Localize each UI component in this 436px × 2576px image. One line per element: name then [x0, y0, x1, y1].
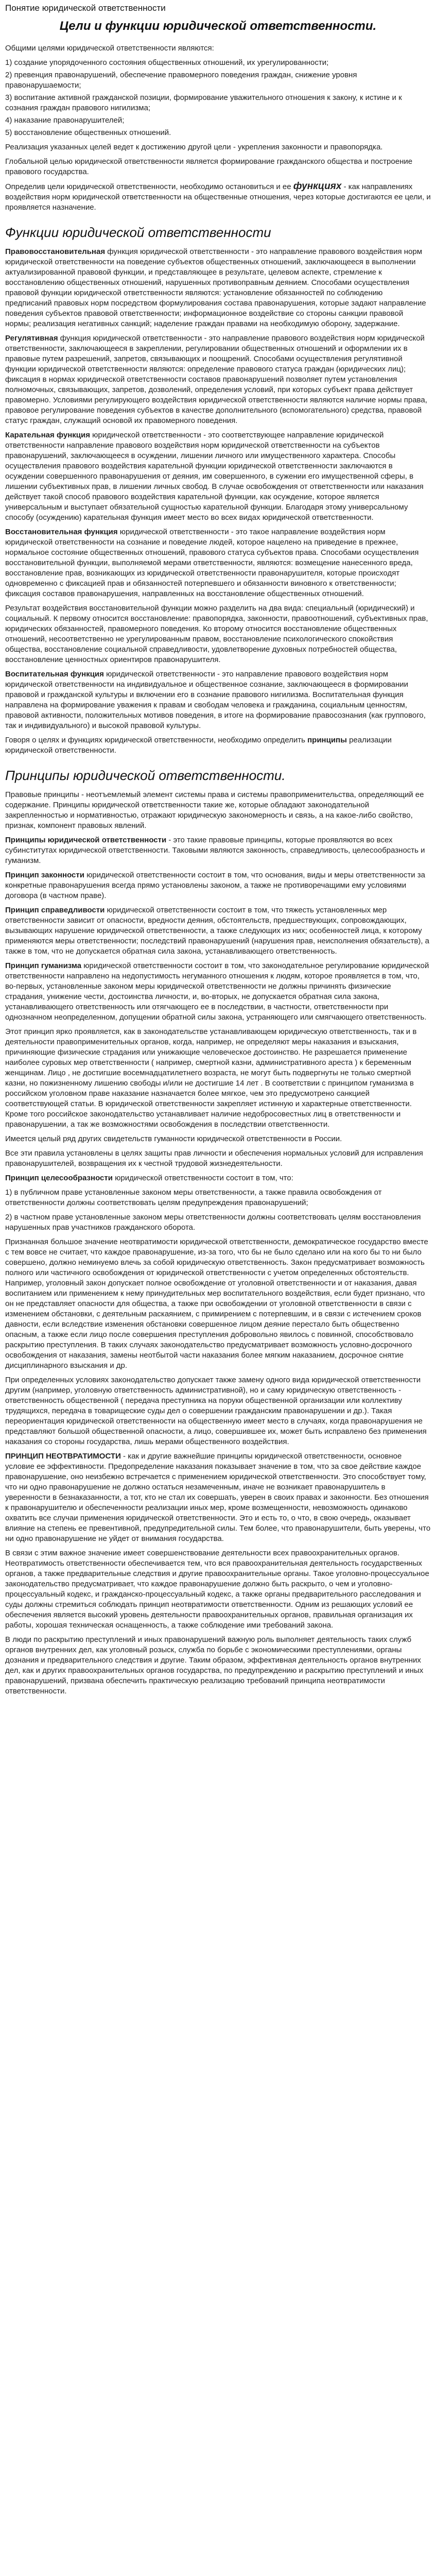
- term-label: Принципы юридической ответственности: [5, 836, 167, 844]
- paragraph-law-enforcement: В связи с этим важное значение имеет совершенствование деятельности всех правоохранительных органов. Неотвратимость ответственности обеспечивается тем, что вся правоохранительная деятельность государственных органов, а также предварительные следствия и другие правоохранительные органы. Такое уголовно-процессуальное законодательство предусматривает, что каждое правонарушение должно быть раскрыто, о чем и уголовно-процессуальный кодекс, и гражданско-процессуальный кодекс, а также органы предварительного расследования и суды должны стремиться соблюдать принцип неотвратимости ответственности. Одним из решающих условий ее обеспечения является высокий уровень деятельности правоохранительных органов, правильная организация их работы, хорошая техническая оснащенность, а также соблюдение ими требований закона.: [5, 1549, 429, 1630]
- goal-item: 3) воспитание активной гражданской позиции, формирование уважительного отношения к закону, к истине и к сознания граждан правового нигилизма;: [5, 93, 402, 112]
- goals-lead: Общими целями юридической ответственности являются:: [5, 44, 214, 53]
- goal-item: 1) создание упорядоченного состояния общественных отношений, их урегулированности;: [5, 58, 329, 67]
- paragraph-humanism-details: Этот принцип ярко проявляется, как в законодательстве устанавливающем юридическую ответственность, так и в деятельности правоприменительных органов, когда, например, не определяют меры наказания и взыскания, причиняющие физические страдания или унижающие человеческое достоинство. Не разрешается применение наиболее суровых мер ответственности ( например, смертной казни, административного ареста ) к беременным женщинам. Лицо , не достигшие восемнадцатилетнего возраста, не могут быть подвергнуты не только смертной казни, но пожизненному лишению свободы и/или не достигшие 14 лет . В соответствии с принципом гуманизма в российском уголовном праве наказание назначается более мягкое, чем это предусмотрено санкцией соответствующей статьи. В юридической ответственности закрепляет истинную и характерные ответственности. Кроме того российское законодательство устанавливает наличие недобросовестных лиц в ответственности и правонарушении, а так же возможностями освобождения в последствии ответственности.: [5, 1027, 417, 1129]
- paragraph-final: В люди по раскрытию преступлений и иных правонарушений важную роль выполняет деятельность таких служб органов внутренних дел, как уголовный розыск, служба по борьбе с экономическими преступлениями, органы дознания и предварительного следствия и другие. Таким образом, эффективная деятельность органов внутренних дел, как и других правоохранительных органов государства, по предупреждению и раскрытию преступлений и иных правонарушений, призвана обеспечить практическую реализацию требований принципа неотвратимости ответственности.: [5, 1635, 424, 1696]
- term-label: Регулятивная: [5, 334, 58, 343]
- term-text: функция юридической ответственности - это направление правового воздействия норм юридической ответственности, заключающееся в закреплении, регулировании общественных отношений и оформлении их в правовые путем разрешений, запретов, связывающих и поощрений. Способами осуществления регулятивной функции юридической ответственности являются: определение правового статуса граждан (юридических лиц); фиксация в нормах юридической ответственности составов правонарушений позволяет путем установления полномочных, связывающих, запретов, дозволений, определения условий, при которых субъект права действует правомерно. Условиями регулирующего воздействия юридической ответственности являются наличие нормы права, правовое регулирование поведения субъектов в качестве дополнительного (вспомогательного) средства, правовой статус граждан, служащий основой их правомерного поведения.: [5, 334, 427, 425]
- goal-item: 4) наказание правонарушителей;: [5, 116, 125, 125]
- goals-list: [5, 58, 431, 138]
- term-label: ПРИНЦИП НЕОТВРАТИМОСТИ: [5, 1452, 121, 1461]
- functions-term: функциях: [293, 181, 342, 192]
- paragraph-legality-principle: [5, 870, 431, 901]
- term-text: юридической ответственности состоит в том, что законодательное регулирование юридической ответственности направлено на недопустимость негуманного отношения к людям, которое проявляется в том, что, во-первых, установленные законом меры юридической ответственности не должны причинять физические страдания, унижение чести, достоинства личности, и, во-вторых, не допускается обратная сила закона, устанавливающего ответственность или отягчающего ее в последствии, в частности, ответственности при однозначном неопределенном, допущении обратной силы закона, устраняющего или смягчающего ответственность.: [5, 961, 429, 1022]
- text-fragment: Говоря о целях и функциях юридической ответственности, необходимо определить: [5, 736, 305, 744]
- term-text: - это такие правовые принципы, которые проявляются во всех субинститутах юридической ответственности. Таковыми являются законность, справедливость, целесообразность и гуманизм.: [5, 836, 425, 865]
- goal-item: 2) превенция правонарушений, обеспечение правомерного поведения граждан, снижение уровня правонарушаемости;: [5, 71, 357, 90]
- paragraph-law-function: [5, 247, 431, 329]
- text-fragment: Определив цели юридической ответственности, необходимо остановиться и ее: [5, 182, 291, 191]
- term-text: юридической ответственности состоит в том, что основания, виды и меры ответственности за конкретные правонарушения всегда прямо установлены законом, а также не противоречащими ему условиями договора (в частном праве).: [5, 871, 425, 900]
- paragraph-expedience-item: 1) в публичном праве установленные законом меры ответственности, а также правила освобождения от ответственности должны соответствовать целям предупреждения правонарушений;: [5, 1188, 382, 1207]
- paragraph-global-goal: Глобальной целью юридической ответственности является формирование гражданского общества и построение правового государства.: [5, 157, 413, 176]
- paragraph-regulatory-function: [5, 333, 431, 426]
- goal-item: 5) восстановление общественных отношений.: [5, 128, 171, 137]
- term-text: - как и другие важнейшие принципы юридической ответственности, основное условие ее эффективности. Предопределение наказания показывает значение в том, что за свое действие каждое правонарушение, оно неизбежно встречается с применением юридической ответственности. Это способствует тому, что ни одно правонарушение не должно остаться незамеченным, иначе не возникает правонарушитель в уверенности в безнаказанности, а тот, кто не стал их совершать, уверен в своих правах и законности. Без отношения к правонарушителю и обеспеченности реализации иных мер, кроме возмещенности, невозможность одинаково охватить все случаи применения юридической ответственности. Это и есть то, о что, в свою очередь, оказывает влияние на степень ее превентивной, предупредительной силы. Тем более, что правонарушители, быть уверены, что ни одно правонарушение не уйдет от внимания государства.: [5, 1452, 431, 1543]
- term-label: Принцип гуманизма: [5, 961, 82, 970]
- paragraph-exemption: Признанная большое значение неотвратимости юридической ответственности, демократическое государство вместе с тем вовсе не считает, что каждое правонарушение, из-за того, что бы не было сделано или на кого бы то ни было совершено, должно неминуемо влечь за собой юридическую ответственность. Закон предусматривает возможность полного или частичного освобождения от юридической ответственности с учетом определенных обстоятельств. Например, уголовный закон допускает полное освобождение от уголовной ответственности и от наказания, давая воспитанием или применением к нему принудительных мер воспитательного воздействия, если будет признано, что он не представляет опасности для общества, а также при освобождении от уголовной ответственности в связи с изменением обстановки, с деятельным раскаянием, с примирением с потерпевшим, и в связи с истечением сроков давности, если вследствие изменения обстановки совершенное лицом деяние перестало быть общественно опасным, а также если лицо после совершения преступления добровольно явилось с повинной, способствовало раскрытию преступления. В таких случаях законодательство предусматривает возможность условно-досрочного освобождения от наказания, замены неотбытой части наказания более мягким наказанием, досрочное снятие дисциплинарного взыскания и др.: [5, 1238, 428, 1370]
- functions-heading: Функции юридической ответственности: [5, 225, 271, 240]
- term-text: функция юридической ответственности - это направление правового воздействия норм юридической ответственности на поведение субъектов общественных отношений, заключающееся в выполнении актуализированной правовой функции, и представляющее в результате, целевом аспекте, стремление к восстановлению общественных отношений, нарушенных противоправным деянием. Способами осуществления правовой функции юридической ответственности являются: установление обязанностей по соблюдению предписаний правовых норм посредством формулирования состава правонарушения, которые задают направление поведения субъектов правовой ответственности; информационное воздействие со стороны санкции правовой нормы; реализация негативных санкций; наделение граждан правами на необходимую оборону, задержание.: [5, 247, 426, 328]
- paragraph-functions-intro: [5, 181, 431, 213]
- term-label: Принцип законности: [5, 871, 84, 879]
- paragraph-educative-function: [5, 669, 431, 731]
- principles-heading: Принципы юридической ответственности.: [5, 768, 286, 783]
- paragraph-punitive-function: [5, 430, 431, 523]
- paragraph-humanism-more: Имеется целый ряд других свидетельств гуманности юридической ответственности в России.: [5, 1134, 342, 1143]
- main-heading: Цели и функции юридической ответственности.: [59, 19, 377, 33]
- paragraph-realization: Реализация указанных целей ведет к достижению другой цели - укрепления законности и правопорядка.: [5, 143, 383, 151]
- text-fragment: реализации юридической ответственности.: [5, 736, 392, 755]
- paragraph-expedience-item: 2) в частном праве установленные законом меры ответственности должны соответствовать целям восстановления нарушенных прав участников гражданского оборота.: [5, 1213, 421, 1232]
- paragraph-justice-principle: [5, 905, 431, 957]
- paragraph-humanism-principle: [5, 961, 431, 1023]
- page-title: Понятие юридической ответственности: [5, 3, 166, 13]
- term-text: юридической ответственности состоит в том, что:: [112, 1174, 293, 1182]
- term-label: Восстановительная функция: [5, 528, 118, 536]
- paragraph-inevitability-principle: [5, 1451, 431, 1544]
- term-label: Принцип целесообразности: [5, 1174, 113, 1182]
- term-label: Воспитательная функция: [5, 670, 104, 679]
- term-text: юридической ответственности - это такое направление воздействия норм юридической ответственности на сознание и поведение людей, которое нацелено на приведение в прежнее, нормальное состояние общественных отношений, правового статуса субъектов права. Способами осуществления восстановительной функции, выполняемой мерами ответственности, являются: возмещение нанесенного вреда, восстановление прав, возникающих из юридической ответственности правонарушителя, которые происходят одновременно с фиксацией прав и обязанностей потерпевшего и обязанности виновного к ответственности; фиксация составов правонарушения, направленных на восстановление общественных отношений.: [5, 528, 419, 598]
- text-fragment: - как направлениях воздействия норм юридической ответственности на общественные отношения, через которые достигаются ее цели, и проявляется назначение.: [5, 182, 431, 212]
- paragraph-expedience-principle: [5, 1173, 431, 1183]
- paragraph-restorative-result: Результат воздействия восстановительной функции можно разделить на два вида: специальный (юридический) и социальный. К первому относится восстановление: правопорядка, законности, правоотношений, субъективных прав, юридических обязанностей, правомерного поведения. Ко второму относится восстановление общественных отношений, несоответственно не урегулированным правом, восстановление психологического спокойствия общества, восстановление социальной справедливости, удовлетворение духовных потребностей общества, восстановление ценностных ориентиров правонарушителя.: [5, 604, 428, 664]
- paragraph-principles-definition: [5, 835, 431, 866]
- term-text: юридической ответственности - это соответствующее направление юридической ответственности направление правового воздействия норм юридической ответственности на субъектов правонарушений, заключающееся в осуждении, лишении личного или имущественного характера. Способы осуществления правового воздействия карательной функции юридической ответственности заключаются в осуждении совершенного правонарушения от деяния, им совершенного, в сужении его имущественной сферы, в лишении субъективных прав, в лишении личных свобод. В случае освобождения от ответственности или наказания действует такой способ правового воздействия карательной функции, как осуждение, которое является универсальным и выступает обязательной сущностью карательной функции. Благодаря этому универсальному способу (осуждению) карательная функция имеет место во всех видах юридической ответственности.: [5, 431, 424, 522]
- term-label: Карательная функция: [5, 431, 90, 439]
- term-text: юридической ответственности - это направление правового воздействия норм юридической ответственности на индивидуальное и общественное сознание, заключающееся в формировании правовой и гражданской культуры и включении его в сознание правового нигилизма. Воспитательная функция направлена на формирование уважения к правам и свободам человека и гражданина, социальным ценностям, правовой активности, положительных мотивов поведения, в итоге на формирование правосознания (как группового, так и индивидуального) и высокой правовой культуры.: [5, 670, 426, 730]
- paragraph-functions-closing: [5, 735, 431, 756]
- paragraph-replacement: При определенных условиях законодательство допускает также замену одного вида юридической ответственности другим (например, уголовную ответственность административной), но и саму юридическую ответственность - ответственность общественной ( передача преступника на поруки общественной организации или коллективу трудящихся, передача в товарищеские суды дел о совершении гражданским правонарушении и др.). Такая переориентация юридической ответственности на общественную имеет место в случаях, когда правонарушения не представляют большой общественной опасности, а лицо, совершившее их, может быть исправлено без применения наказания со стороны государства, лишь мерами общественного воздействия.: [5, 1376, 427, 1446]
- term-label: Принцип справедливости: [5, 906, 105, 914]
- paragraph-restorative-function: [5, 527, 431, 599]
- paragraph-principles-intro: Правовые принципы - неотъемлемый элемент системы права и системы правоприменительства, определяющий ее содержание. Принципы юридической ответственности такие же, которые обладают законодательной закрепленностью и нормативностью, отражают юридическую закономерность и связь, а на какое-либо свойство, признак, компонент правовых явлений.: [5, 790, 424, 830]
- term-label: Правовосстановительная: [5, 247, 106, 256]
- principles-term: принципы: [307, 736, 347, 744]
- term-text: юридической ответственности состоит в том, что тяжесть установленных мер ответственности зависит от опасности, вредности деяния, обстоятельств, предшествующих, сопровождающих, вызывающих нарушение юридической ответственности, а также следующих из них; особенностей лица, к которому применяются меры ответственности; последствий правонарушений (нарушения прав, неисполнения обязательств), а также в том, что не допускается обратная сила закона, устанавливающего ответственность.: [5, 906, 430, 956]
- paragraph-rules-purpose: Все эти правила установлены в целях защиты прав личности и обеспечения нормальных условий для исправления правонарушителей, возвращения их к честной трудовой жизнедеятельности.: [5, 1149, 423, 1168]
